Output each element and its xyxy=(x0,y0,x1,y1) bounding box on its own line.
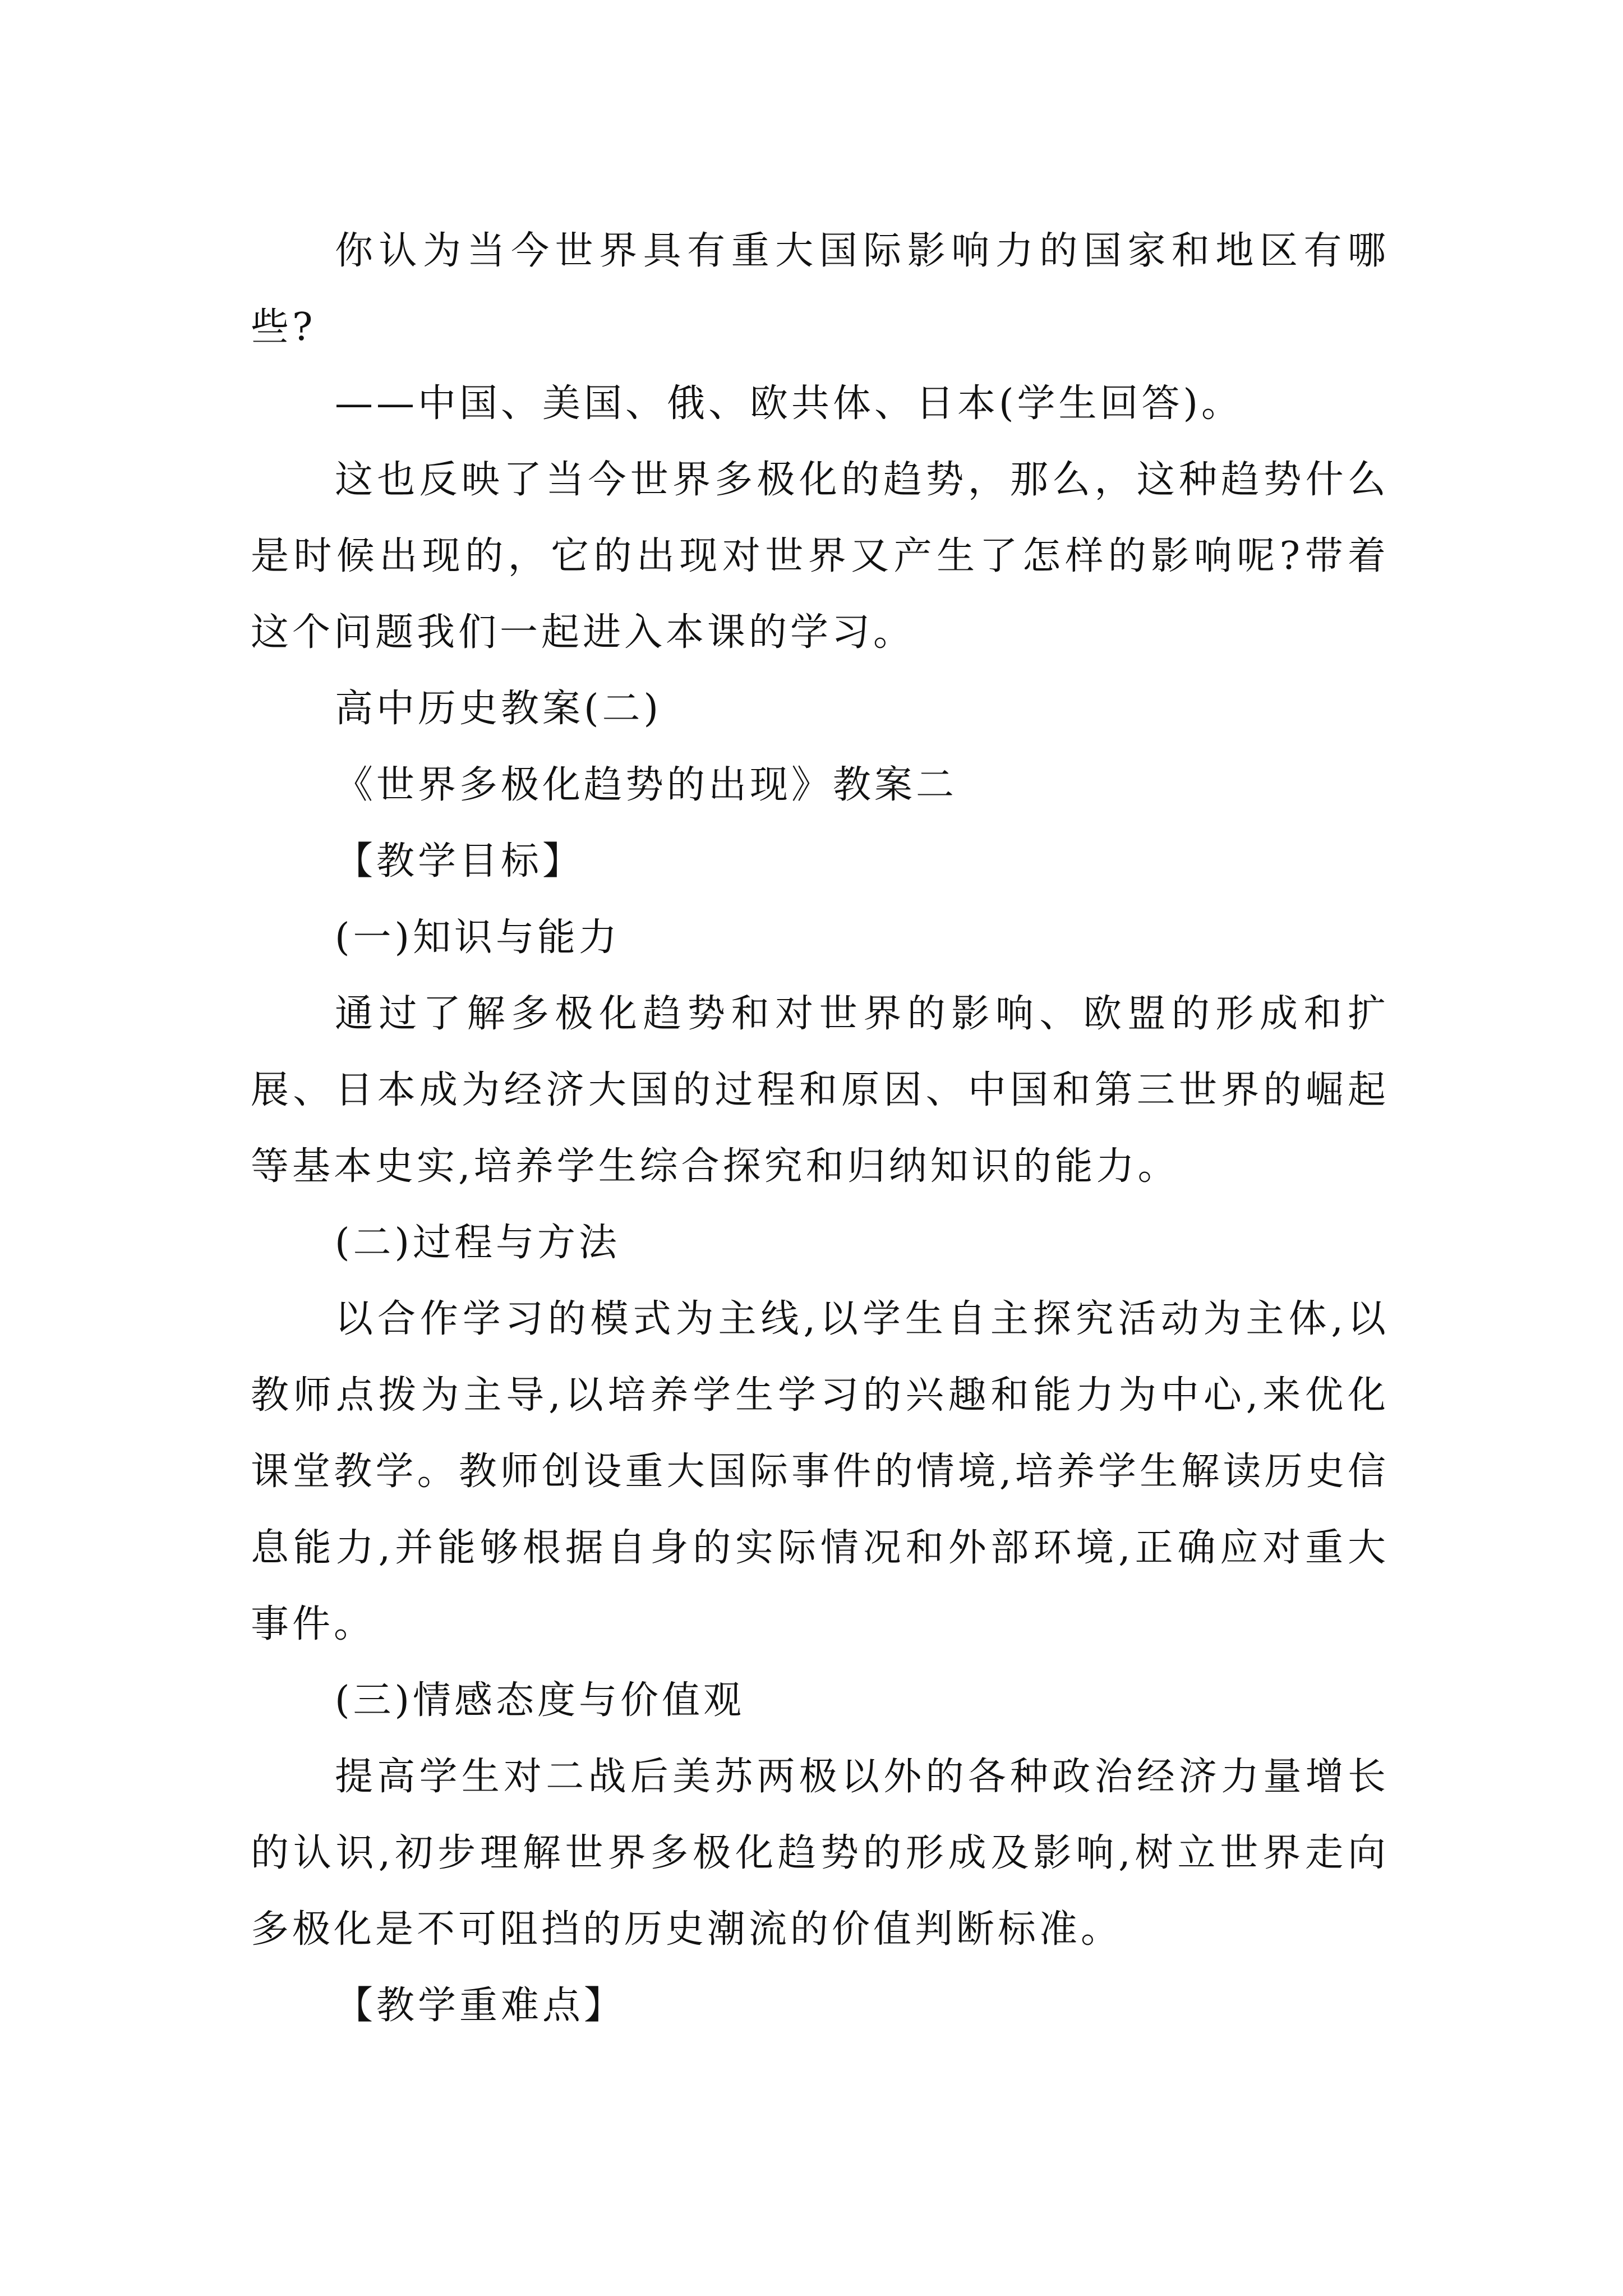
heading-key-points: 【教学重难点】 xyxy=(335,1984,626,2028)
paragraph-answer: ——中国、美国、俄、欧共体、日本(学生回答)。 xyxy=(335,381,1243,426)
subheading-values: (三)情感态度与价值观 xyxy=(335,1678,745,1723)
lesson-title: 《世界多极化趋势的出现》教案二 xyxy=(335,763,958,807)
subheading-process: (二)过程与方法 xyxy=(335,1221,621,1265)
section-title: 高中历史教案(二) xyxy=(335,687,662,731)
paragraph-values: 提高学生对二战后美苏两极以外的各种政治经济力量增长的认识,初步理解世界多极化趋势的形成及影响,树立世界走向多极化是不可阻挡的历史潮流的价值判断标准。 xyxy=(251,1755,1389,1952)
paragraph-question: 你认为当今世界具有重大国际影响力的国家和地区有哪些? xyxy=(251,229,1389,349)
paragraph-process: 以合作学习的模式为主线,以学生自主探究活动为主体,以教师点拨为主导,以培养学生学习的兴趣和能力为中心,来优化课堂教学。教师创设重大国际事件的情境,培养学生解读历史信息能力,并能够根据自身的实际情况和外部环境,正确应对重大事件。 xyxy=(251,1297,1389,1646)
paragraph-intro: 这也反映了当今世界多极化的趋势，那么，这种趋势什么是时候出现的，它的出现对世界又产生了怎样的影响呢?带着这个问题我们一起进入本课的学习。 xyxy=(251,458,1389,655)
heading-teaching-goals: 【教学目标】 xyxy=(335,839,584,884)
paragraph-knowledge: 通过了解多极化趋势和对世界的影响、欧盟的形成和扩展、日本成为经济大国的过程和原因、中国和第三世界的崛起等基本史实,培养学生综合探究和归纳知识的能力。 xyxy=(251,992,1389,1189)
subheading-knowledge: (一)知识与能力 xyxy=(335,915,621,960)
document-body xyxy=(251,213,1389,2044)
